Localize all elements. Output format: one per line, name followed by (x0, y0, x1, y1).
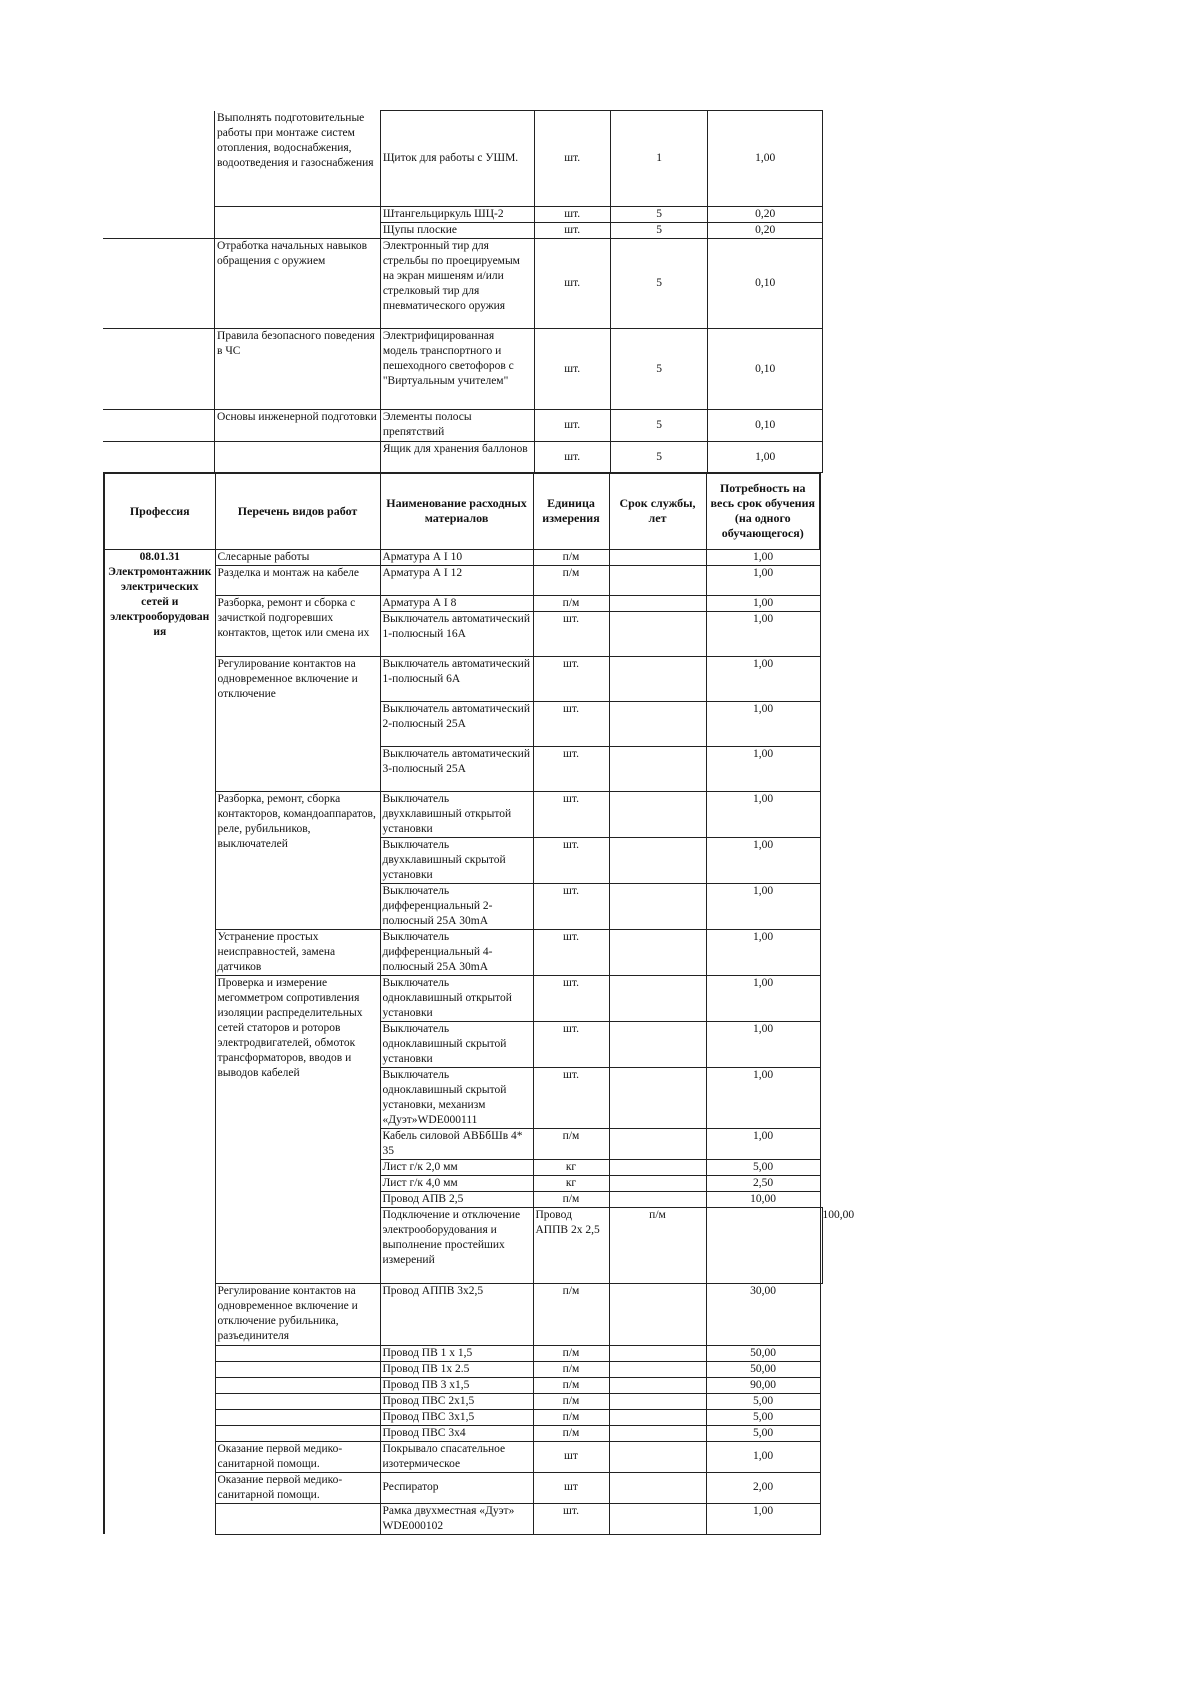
life-cell (609, 1021, 706, 1067)
life-cell (609, 549, 706, 565)
header-need: Потребность на весь срок обучения (на одного обучающегося) (706, 473, 820, 549)
life-cell (609, 595, 706, 611)
unit-cell: шт. (533, 929, 609, 975)
work-cell: Регулирование контактов на одновременное включение и отключение рубильника, разъединителя (215, 1283, 380, 1345)
unit-cell: п/м (533, 1393, 609, 1409)
life-cell (609, 1441, 706, 1472)
table-row (103, 329, 823, 410)
qty-cell: 5 (610, 329, 707, 410)
need-cell: 1,00 (706, 701, 820, 746)
life-cell (609, 1175, 706, 1191)
unit-cell: шт. (533, 1503, 609, 1534)
work-cell: Устранение простых неисправностей, замена датчиков (215, 929, 380, 975)
unit-cell: п/м (533, 1425, 609, 1441)
item-cell: Выключатель дифференциальный 4-полюсный 25А 30mA (380, 929, 533, 975)
item-cell: Выключатель автоматический 1-полюсный 6А (380, 656, 533, 701)
need-cell: 1,00 (708, 442, 823, 473)
unit-cell: шт. (534, 239, 610, 329)
need-cell: 1,00 (706, 595, 820, 611)
qty-cell: 5 (610, 410, 707, 442)
life-cell (609, 1409, 706, 1425)
life-cell (609, 791, 706, 837)
unit-cell: шт. (533, 701, 609, 746)
need-cell: 0,20 (708, 223, 823, 239)
need-cell: 1,00 (708, 111, 823, 207)
unit-cell: п/м (533, 565, 609, 595)
unit-cell: шт. (534, 111, 610, 207)
unit-cell: кг (533, 1175, 609, 1191)
life-cell (609, 883, 706, 929)
need-cell: 0,10 (708, 410, 823, 442)
unit-cell: шт. (533, 975, 609, 1021)
need-cell: 0,10 (708, 329, 823, 410)
life-cell (609, 1393, 706, 1409)
life-cell (609, 1283, 706, 1345)
item-cell: Элементы полосы препятствий (380, 410, 534, 442)
work-cell (215, 442, 381, 473)
life-cell (609, 1159, 706, 1175)
item-cell: Выключатель одноклавишный скрытой установки (380, 1021, 533, 1067)
item-cell: Лист г/к 4,0 мм (380, 1175, 533, 1191)
need-cell: 1,00 (706, 1021, 820, 1067)
work-cell (215, 1425, 380, 1441)
need-cell: 1,00 (706, 549, 820, 565)
work-cell (215, 207, 381, 223)
need-cell: 1,00 (706, 656, 820, 701)
unit-cell: шт (533, 1472, 609, 1503)
work-cell: Основы инженерной подготовки (215, 410, 381, 442)
need-cell: 10,00 (706, 1191, 820, 1207)
header-life: Срок службы, лет (609, 473, 706, 549)
header-profession: Профессия (104, 473, 215, 549)
item-cell: Кабель силовой АВБбШв 4* 35 (380, 1128, 533, 1159)
work-cell: Оказание первой медико-санитарной помощи. (215, 1472, 380, 1503)
unit-cell: кг (533, 1159, 609, 1175)
item-cell: Провод ПВ 3 х1,5 (380, 1377, 533, 1393)
need-cell: 5,00 (706, 1409, 820, 1425)
life-cell (609, 611, 706, 656)
life-cell (609, 975, 706, 1021)
work-cell (215, 1503, 380, 1534)
table-row (103, 207, 823, 223)
document-sheet (103, 110, 855, 1535)
item-cell: Выключатель дифференциальный 2-полюсный 25А 30mA (380, 883, 533, 929)
need-cell: 1,00 (706, 883, 820, 929)
item-cell: Рамка двухместная «Дуэт» WDE000102 (380, 1503, 533, 1534)
item-cell: Ящик для хранения баллонов (380, 442, 534, 473)
unit-cell: шт. (533, 837, 609, 883)
need-cell: 2,50 (706, 1175, 820, 1191)
table-row (103, 111, 823, 207)
table-row (103, 442, 823, 473)
item-cell: Провод АПВ 2,5 (380, 1191, 533, 1207)
item-cell: Штангельциркуль ШЦ-2 (380, 207, 534, 223)
unit-cell: шт. (534, 207, 610, 223)
item-cell: Провод ПВ 1 х 1,5 (380, 1345, 533, 1361)
unit-cell: п/м (533, 1361, 609, 1377)
item-cell: Выключатель автоматический 2-полюсный 25А (380, 701, 533, 746)
item-cell: Выключатель двухклавишный скрытой установки (380, 837, 533, 883)
unit-cell: шт (533, 1441, 609, 1472)
item-cell: Респиратор (380, 1472, 533, 1503)
need-cell: 0,10 (708, 239, 823, 329)
life-cell (706, 1207, 820, 1283)
need-cell: 1,00 (706, 1067, 820, 1128)
work-cell (215, 1377, 380, 1393)
life-cell (609, 746, 706, 791)
profession-cell: 08.01.31 Электромонтажник электрических сетей и электрооборудован ия (104, 549, 215, 1534)
unit-cell: п/м (533, 1283, 609, 1345)
work-cell (215, 1361, 380, 1377)
work-cell (215, 223, 381, 239)
unit-cell: шт. (533, 656, 609, 701)
header-unit: Единица измерения (533, 473, 609, 549)
need-cell: 1,00 (706, 929, 820, 975)
need-cell: 90,00 (706, 1377, 820, 1393)
table-row (103, 410, 823, 442)
work-cell (215, 1345, 380, 1361)
item-cell: Провод ПВС 3х4 (380, 1425, 533, 1441)
item-cell: Провод АППВ 2х 2,5 (533, 1207, 609, 1283)
unit-cell: шт. (533, 611, 609, 656)
need-cell: 5,00 (706, 1159, 820, 1175)
life-cell (609, 1377, 706, 1393)
need-cell: 0,20 (708, 207, 823, 223)
work-cell: Разборка, ремонт и сборка с зачисткой подгоревших контактов, щеток или смена их (215, 595, 380, 656)
work-cell: Подключение и отключение электрооборудования и выполнение простейших измерений (380, 1207, 533, 1283)
work-cell: Проверка и измерение мегомметром сопротивления изоляции распределительных сетей статоров и роторов электродвигателей, обмоток трансформаторов, вводов и выводов кабелей (215, 975, 380, 1283)
equipment-table (103, 110, 823, 473)
need-cell: 1,00 (706, 611, 820, 656)
item-cell: Провод ПВС 2х1,5 (380, 1393, 533, 1409)
unit-cell: п/м (533, 1191, 609, 1207)
life-cell (609, 1128, 706, 1159)
unit-cell: п/м (533, 595, 609, 611)
unit-cell: шт. (534, 329, 610, 410)
table-row (103, 223, 823, 239)
work-cell: Отработка начальных навыков обращения с оружием (215, 239, 381, 329)
item-cell: Лист г/к 2,0 мм (380, 1159, 533, 1175)
need-cell: 1,00 (706, 837, 820, 883)
item-cell: Арматура А I 10 (380, 549, 533, 565)
unit-cell: п/м (533, 549, 609, 565)
table-row (103, 239, 823, 329)
materials-table (103, 472, 855, 1535)
unit-cell: п/м (533, 1345, 609, 1361)
life-cell (609, 656, 706, 701)
work-cell (215, 1409, 380, 1425)
item-cell: Электронный тир для стрельбы по проецируемым на экран мишеням и/или стрелковый тир для пневматического оружия (380, 239, 534, 329)
table-header-row (104, 473, 823, 549)
unit-cell: шт. (533, 1021, 609, 1067)
need-cell: 1,00 (706, 791, 820, 837)
unit-cell: шт. (533, 791, 609, 837)
need-cell: 100,00 (820, 1207, 823, 1283)
need-cell: 1,00 (706, 1128, 820, 1159)
item-cell: Выключатель двухклавишный открытой установки (380, 791, 533, 837)
work-cell: Оказание первой медико-санитарной помощи. (215, 1441, 380, 1472)
life-cell (609, 1191, 706, 1207)
life-cell (609, 837, 706, 883)
item-cell: Электрифицированная модель транспортного и пешеходного светофоров с "Виртуальным учителем" (380, 329, 534, 410)
life-cell (609, 1503, 706, 1534)
unit-cell: шт. (534, 442, 610, 473)
work-cell: Разделка и монтаж на кабеле (215, 565, 380, 595)
need-cell: 5,00 (706, 1393, 820, 1409)
item-cell: Арматура А I 12 (380, 565, 533, 595)
item-cell: Покрывало спасательное изотермическое (380, 1441, 533, 1472)
need-cell: 50,00 (706, 1361, 820, 1377)
life-cell (609, 701, 706, 746)
work-cell: Разборка, ремонт, сборка контакторов, командоаппаратов, реле, рубильников, выключателей (215, 791, 380, 929)
life-cell (609, 1472, 706, 1503)
unit-cell: п/м (533, 1128, 609, 1159)
unit-cell: п/м (609, 1207, 706, 1283)
item-cell: Щиток для работы с УШМ. (380, 111, 534, 207)
qty-cell: 1 (610, 111, 707, 207)
need-cell: 1,00 (706, 746, 820, 791)
work-cell (215, 1393, 380, 1409)
item-cell: Арматура А I 8 (380, 595, 533, 611)
work-cell: Регулирование контактов на одновременное включение и отключение (215, 656, 380, 791)
life-cell (609, 1067, 706, 1128)
need-cell: 30,00 (706, 1283, 820, 1345)
life-cell (609, 1345, 706, 1361)
qty-cell: 5 (610, 239, 707, 329)
work-cell: Выполнять подготовительные работы при монтаже систем отопления, водоснабжения, водоотведения и газоснабжения (215, 111, 381, 207)
header-works: Перечень видов работ (215, 473, 380, 549)
item-cell: Выключатель одноклавишный открытой установки (380, 975, 533, 1021)
life-cell (609, 1425, 706, 1441)
unit-cell: шт. (533, 746, 609, 791)
unit-cell: п/м (533, 1377, 609, 1393)
item-cell: Выключатель автоматический 3-полюсный 25А (380, 746, 533, 791)
table-row (104, 549, 823, 565)
header-materials: Наименование расходных материалов (380, 473, 533, 549)
life-cell (609, 565, 706, 595)
qty-cell: 5 (610, 442, 707, 473)
item-cell: Выключатель одноклавишный скрытой установки, механизм «Дуэт»WDE000111 (380, 1067, 533, 1128)
unit-cell: п/м (533, 1409, 609, 1425)
work-cell: Правила безопасного поведения в ЧС (215, 329, 381, 410)
item-cell: Провод ПВС 3х1,5 (380, 1409, 533, 1425)
need-cell: 5,00 (706, 1425, 820, 1441)
item-cell: Провод АППВ 3х2,5 (380, 1283, 533, 1345)
item-cell: Выключатель автоматический 1-полюсный 16А (380, 611, 533, 656)
work-cell: Слесарные работы (215, 549, 380, 565)
unit-cell: шт. (533, 1067, 609, 1128)
need-cell: 50,00 (706, 1345, 820, 1361)
unit-cell: шт. (534, 410, 610, 442)
unit-cell: шт. (534, 223, 610, 239)
life-cell (609, 1361, 706, 1377)
need-cell: 2,00 (706, 1472, 820, 1503)
need-cell: 1,00 (706, 1441, 820, 1472)
life-cell (609, 929, 706, 975)
item-cell: Провод ПВ 1х 2.5 (380, 1361, 533, 1377)
qty-cell: 5 (610, 207, 707, 223)
item-cell: Щупы плоские (380, 223, 534, 239)
need-cell: 1,00 (706, 975, 820, 1021)
qty-cell: 5 (610, 223, 707, 239)
unit-cell: шт. (533, 883, 609, 929)
need-cell: 1,00 (706, 565, 820, 595)
need-cell: 1,00 (706, 1503, 820, 1534)
